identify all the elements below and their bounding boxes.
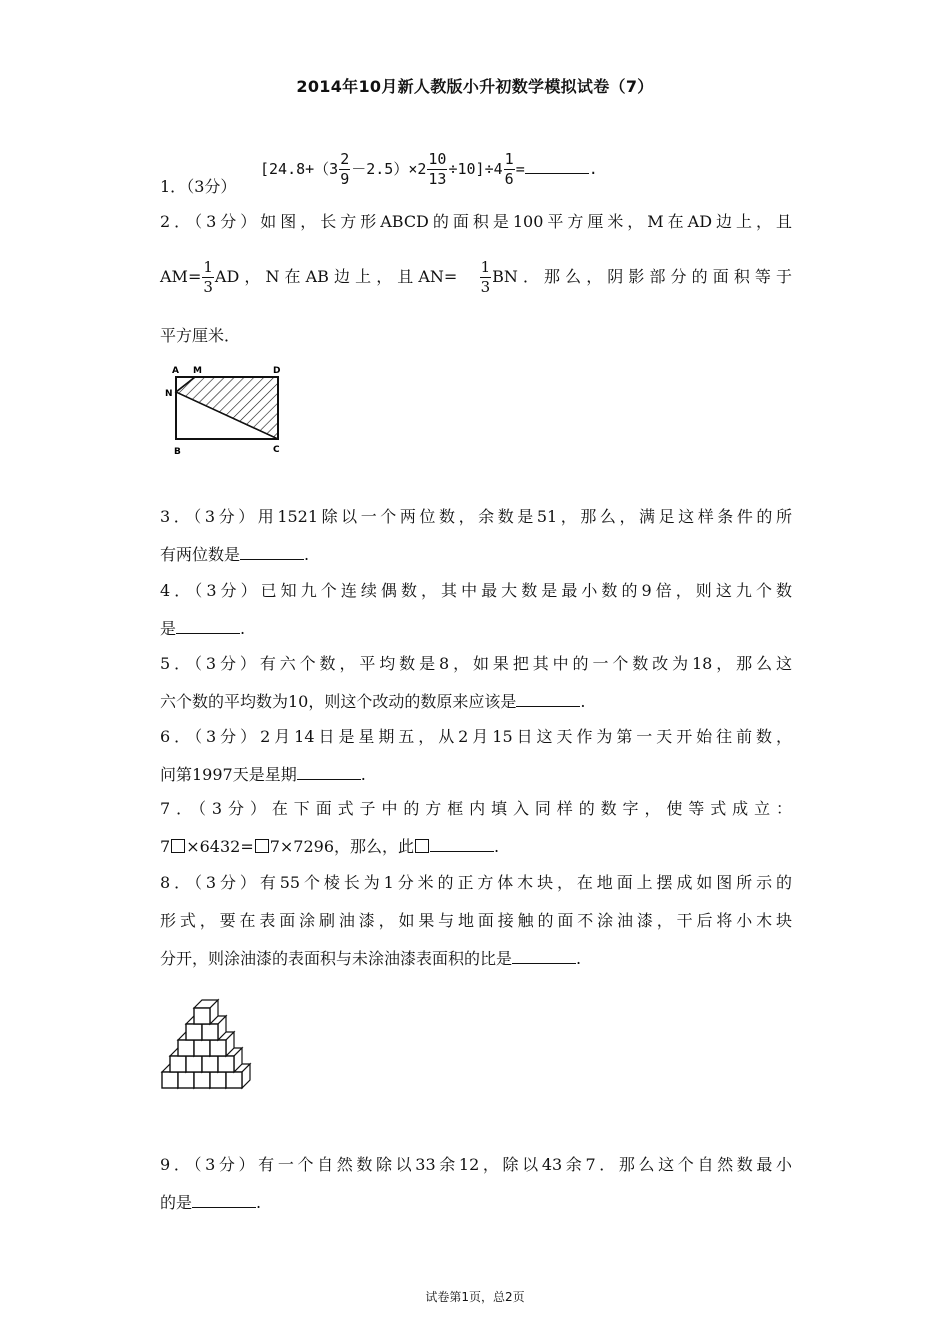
question-4: 4．（3分）已知九个连续偶数，其中最大数是最小数的9倍，则这九个数 是 . <box>160 581 792 638</box>
answer-blank[interactable] <box>240 537 304 560</box>
answer-blank[interactable] <box>512 941 576 964</box>
fraction: $\frac{1}{3}$ <box>480 258 491 296</box>
fraction: $\frac{2}{9}$ <box>340 150 350 188</box>
question-2-line-3: 平方厘米． <box>160 326 241 345</box>
answer-blank[interactable] <box>516 684 580 707</box>
answer-blank[interactable] <box>192 1185 256 1208</box>
question-number: 1． <box>160 177 187 196</box>
label-n: N <box>165 389 173 399</box>
question-8: 8．（3分）有55个棱长为1分米的正方体木块，在地面上摆成如图所示的 形式，要在表面涂刷油漆，如果与地面接触的面不涂油漆，干后将小木块 分开，则涂油漆的表面积与未涂油漆表面积的比是 . <box>160 873 792 968</box>
question-9: 9．（3分）有一个自然数除以33余12，除以43余7．那么这个自然数最小 的是 . <box>160 1155 792 1212</box>
fraction: $\frac{1}{3}$ <box>203 258 213 296</box>
question-7: 7．（3分）在下面式子中的方框内填入同样的数字，使等式成立： 7 ×6432= 7×7296，那么，此 . <box>160 799 792 856</box>
cube <box>194 1000 218 1024</box>
box-placeholder-icon <box>415 839 429 853</box>
question-3: 3．（3分）用1521除以一个两位数，余数是51，那么，满足这样条件的所 有两位数是 . <box>160 507 792 564</box>
box-placeholder-icon <box>171 839 185 853</box>
question-5: 5．（3分）有六个数，平均数是8，如果把其中的一个数改为18，那么这 六个数的平均数为10，则这个改动的数原来应该是 . <box>160 654 792 711</box>
page-footer: 试卷第1页，总2页 <box>425 1290 525 1304</box>
question-2 <box>160 203 792 241</box>
answer-blank[interactable] <box>430 829 494 852</box>
answer-blank[interactable] <box>525 151 589 174</box>
box-placeholder-icon <box>255 839 269 853</box>
label-m: M <box>193 366 202 376</box>
q1-expression: [24.8+（3 $\frac{2}{9}$ －2.5）×2 $\frac{10}{13}$ ÷10]÷4 $\frac{1}{6}$ = . <box>260 150 598 188</box>
q2-line-1: 2．（3分）如图，长方形ABCD的面积是100平方厘米，M在AD边上，且 <box>160 212 792 231</box>
label-d: D <box>273 366 281 376</box>
answer-blank[interactable] <box>297 757 361 780</box>
question-score: （3分） <box>186 177 237 196</box>
q2-an: $\frac{1}{3}$ BN ． 那 么 ， 阴 影 部 分 的 面 积 等 于 <box>480 258 792 296</box>
fraction: $\frac{10}{13}$ <box>428 150 447 188</box>
page-title: 2014年10月新人教版小升初数学模拟试卷（7） <box>296 77 654 96</box>
q2-am: AM= $\frac{1}{3}$ AD ， N 在 AB 边 上 ， 且 AN= <box>160 258 458 296</box>
fraction: $\frac{1}{6}$ <box>504 150 514 188</box>
label-c: C <box>273 445 280 455</box>
cube-pyramid-figure <box>158 978 278 1094</box>
shaded-region <box>176 377 278 439</box>
question-6: 6．（3分）2月14日是星期五，从2月15日这天作为第一天开始往前数， 问第1997天是星期 . <box>160 727 792 784</box>
label-a: A <box>172 366 179 376</box>
rectangle-figure <box>160 362 290 458</box>
question-2-line-2 <box>160 258 792 296</box>
question-1 <box>160 150 792 206</box>
label-b: B <box>174 447 181 457</box>
answer-blank[interactable] <box>176 611 240 634</box>
